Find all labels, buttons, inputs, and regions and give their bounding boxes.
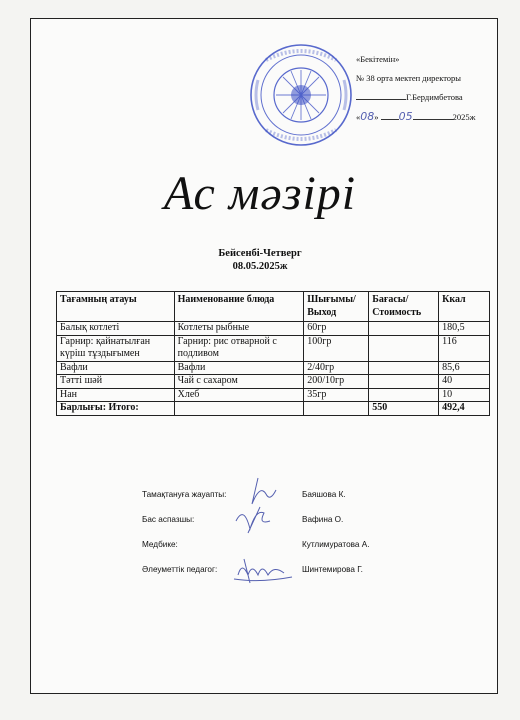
cell-cost bbox=[369, 388, 439, 402]
approval-block bbox=[356, 50, 496, 127]
cell-dish-ru: Вафли bbox=[174, 361, 304, 375]
table-row bbox=[57, 375, 490, 389]
cell-cost bbox=[369, 375, 439, 389]
cell-total-empty bbox=[174, 402, 304, 416]
handwritten-signature bbox=[230, 499, 290, 539]
table-row bbox=[57, 388, 490, 402]
signatures-block bbox=[142, 488, 482, 588]
table-total-row bbox=[57, 402, 490, 416]
signature-row bbox=[142, 563, 482, 588]
cell-dish-ru: Гарнир: рис отварной с подливом bbox=[174, 335, 304, 361]
col-header-kcal: Ккал bbox=[439, 292, 490, 322]
col-header-cost: Бағасы/ Стоимость bbox=[369, 292, 439, 322]
signature-role: Әлеуметтік педагог: bbox=[142, 565, 218, 574]
cell-cost bbox=[369, 361, 439, 375]
table-row bbox=[57, 335, 490, 361]
table-row bbox=[57, 322, 490, 336]
cell-dish-kz: Балық котлеті bbox=[57, 322, 175, 336]
table-row bbox=[57, 361, 490, 375]
signature-name: Баяшова К. bbox=[302, 490, 346, 499]
handwritten-signature bbox=[230, 549, 300, 589]
cell-output: 200/10гр bbox=[304, 375, 369, 389]
cell-output: 60гр bbox=[304, 322, 369, 336]
cell-total-cost: 550 bbox=[369, 402, 439, 416]
cell-dish-kz: Гарнир: қайнатылған күріш тұздығымен bbox=[57, 335, 175, 361]
cell-dish-kz: Нан bbox=[57, 388, 175, 402]
cell-output: 2/40гр bbox=[304, 361, 369, 375]
cell-dish-ru: Чай с сахаром bbox=[174, 375, 304, 389]
signature-role: Тамақтануға жауапты: bbox=[142, 490, 227, 499]
menu-table bbox=[56, 291, 490, 416]
menu-date-block bbox=[0, 247, 520, 273]
official-seal-stamp bbox=[246, 40, 356, 150]
signature-name: Шинтемирова Г. bbox=[302, 565, 363, 574]
signature-role: Медбике: bbox=[142, 540, 178, 549]
cell-total-empty bbox=[304, 402, 369, 416]
approval-director: Г.Бердимбетова bbox=[356, 88, 496, 107]
cell-output: 100гр bbox=[304, 335, 369, 361]
cell-kcal: 40 bbox=[439, 375, 490, 389]
menu-date: 08.05.2025ж bbox=[232, 261, 288, 272]
cell-kcal: 85,6 bbox=[439, 361, 490, 375]
col-header-dish-ru: Наименование блюда bbox=[174, 292, 304, 322]
signature-row bbox=[142, 488, 482, 513]
cell-dish-ru: Котлеты рыбные bbox=[174, 322, 304, 336]
col-header-dish-kz: Тағамның атауы bbox=[57, 292, 175, 322]
cell-cost bbox=[369, 322, 439, 336]
cell-dish-ru: Хлеб bbox=[174, 388, 304, 402]
cell-dish-kz: Тәтті шәй bbox=[57, 375, 175, 389]
approval-heading: «Бекітемін» bbox=[356, 54, 400, 64]
cell-total-label: Барлығы: Итого: bbox=[57, 402, 175, 416]
cell-total-kcal: 492,4 bbox=[439, 402, 490, 416]
table-header-row bbox=[57, 292, 490, 322]
signature-row bbox=[142, 513, 482, 538]
cell-cost bbox=[369, 335, 439, 361]
signature-row bbox=[142, 538, 482, 563]
signature-name: Вафина О. bbox=[302, 515, 344, 524]
weekday-label: Бейсенбі-Четверг bbox=[218, 248, 302, 259]
cell-dish-kz: Вафли bbox=[57, 361, 175, 375]
cell-kcal: 180,5 bbox=[439, 322, 490, 336]
page-title: Ас мәзірі bbox=[163, 167, 357, 220]
col-header-output: Шығымы/ Выход bbox=[304, 292, 369, 322]
cell-kcal: 10 bbox=[439, 388, 490, 402]
approval-position: № 38 орта мектеп директоры bbox=[356, 73, 462, 83]
signature-name: Кутлимуратова А. bbox=[302, 540, 370, 549]
approval-date: «08» 05 2025ж bbox=[356, 110, 476, 123]
signature-role: Бас аспазшы: bbox=[142, 515, 195, 524]
cell-output: 35гр bbox=[304, 388, 369, 402]
cell-kcal: 116 bbox=[439, 335, 490, 361]
